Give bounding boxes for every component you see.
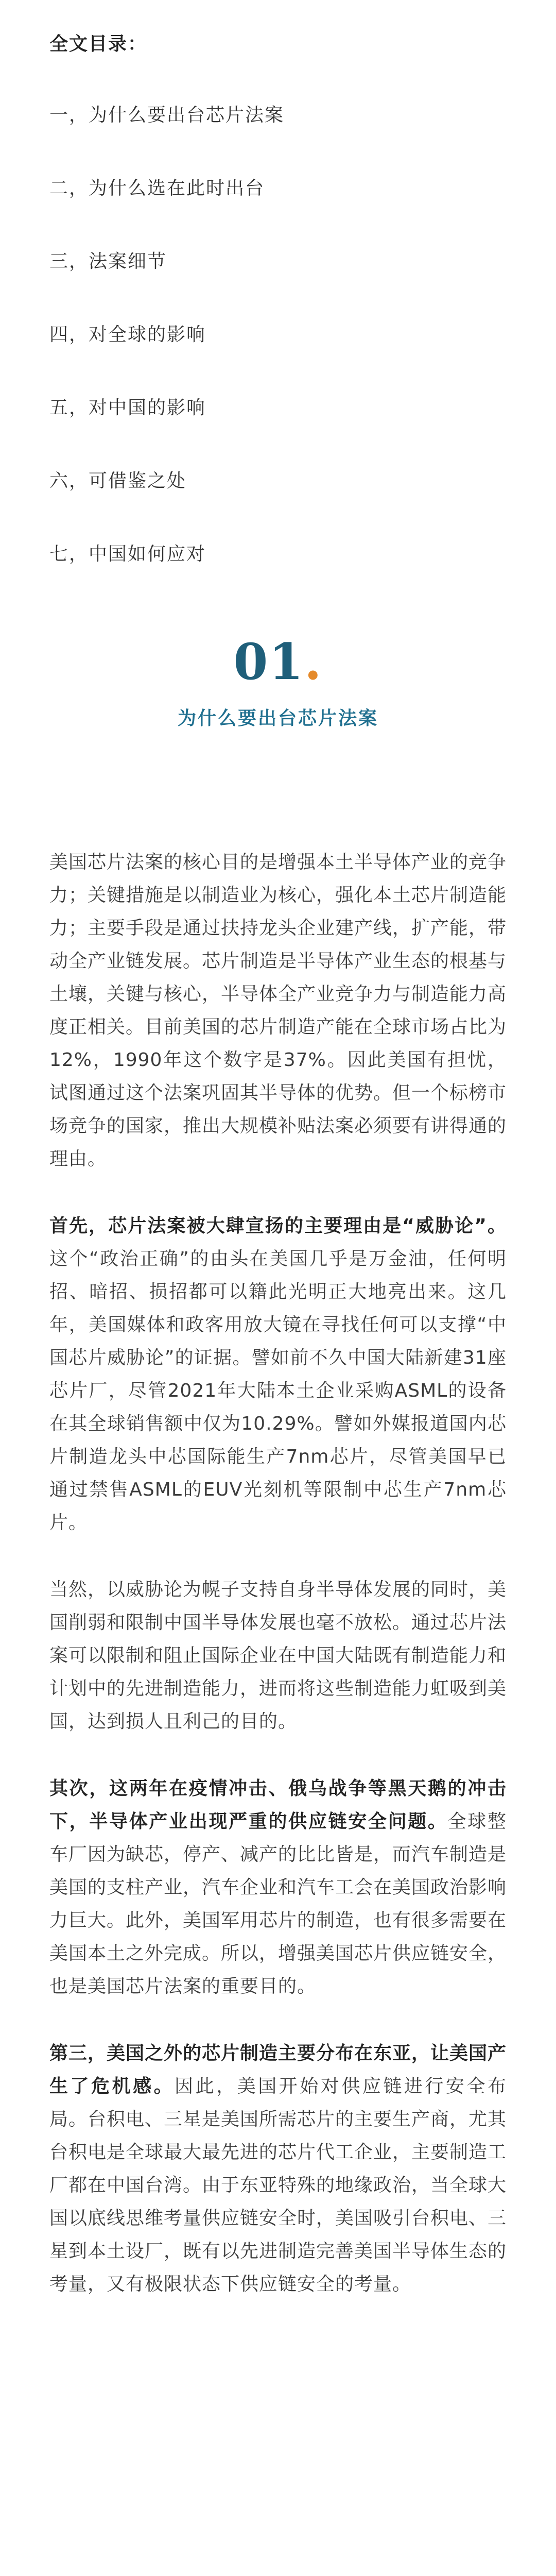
toc-item: 一，为什么要出台芯片法案 xyxy=(49,105,285,126)
toc-item: 二，为什么选在此时出台 xyxy=(49,178,265,199)
paragraph-supply-chain xyxy=(49,1772,507,2003)
paragraph-lead-bold: 其次，这两年在疫情冲击、俄乌战争等黑天鹅的冲击下，半导体产业出现严重的供应链安全问题。 xyxy=(49,1778,507,1832)
toc-item: 七，中国如何应对 xyxy=(49,544,206,565)
table-of-contents xyxy=(49,0,507,570)
toc-item: 六，可借鉴之处 xyxy=(49,470,187,492)
paragraph-lead-bold: 首先，芯片法案被大肆宣扬的主要理由是“威胁论”。 xyxy=(49,1215,507,1236)
toc-list xyxy=(49,100,507,570)
section-header xyxy=(49,634,507,733)
toc-item: 四，对全球的影响 xyxy=(49,324,206,345)
toc-item: 三，法案细节 xyxy=(49,251,167,272)
section-number-digits: 01 xyxy=(233,633,305,691)
section-number xyxy=(233,634,322,690)
paragraph-intro: 美国芯片法案的核心目的是增强本土半导体产业的竞争力；关键措施是以制造业为核心，强化本土芯片制造能力；主要手段是通过扶持龙头企业建产线，扩产能，带动全产业链发展。芯片制造是半导体产业生态的根基与土壤，关键与核心，半导体全产业竞争力与制造能力高度正相关。目前美国的芯片制造产能在全球市场占比为12%，1990年这个数字是37%。因此美国有担忧，试图通过这个法案巩固其半导体的优势。但一个标榜市场竞争的国家，推出大规模补贴法案必须要有讲得通的理由。 xyxy=(49,852,507,1170)
toc-title: 全文目录： xyxy=(49,33,148,55)
paragraph-text: 因此，美国开始对供应链进行安全布局。台积电、三星是美国所需芯片的主要生产商，尤其台积电是全球最大最先进的芯片代工企业，主要制造工厂都在中国台湾。由于东亚特殊的地缘政治，当全球大国以底线思维考量供应链安全时，美国吸引台积电、三星到本土设厂，既有以先进制造完善美国半导体生态的考量，又有极限状态下供应链安全的考量。 xyxy=(49,2076,507,2295)
paragraph-restriction: 当然，以威胁论为幌子支持自身半导体发展的同时，美国削弱和限制中国半导体发展也毫不放松。通过芯片法案可以限制和阻止国际企业在中国大陆既有制造能力和计划中的先进制造能力，进而将这些制造能力虹吸到美国，达到损人且利己的目的。 xyxy=(49,1579,507,1732)
paragraph-text: 这个“政治正确”的由头在美国几乎是万金油，任何明招、暗招、损招都可以籍此光明正大地亮出来。这几年，美国媒体和政客用放大镜在寻找任何可以支撑“中国芯片威胁论”的证据。譬如前不久中国大陆新建31座芯片厂，尽管2021年大陆本土企业采购ASML的设备在其全球销售额中仅为10.29%。譬如外媒报道国内芯片制造龙头中芯国际能生产7nm芯片，尽管美国早已通过禁售ASML的EUV光刻机等限制中芯生产7nm芯片。 xyxy=(49,1248,507,1533)
paragraph-east-asia xyxy=(49,2037,507,2301)
paragraph-threat-theory xyxy=(49,1210,507,1539)
article-body xyxy=(49,846,507,2301)
section-number-dot: . xyxy=(304,633,323,691)
paragraph-lead-bold: 第三，美国之外的芯片制造主要分布在东亚，让美国产生了危机感。 xyxy=(49,2043,507,2097)
section-title: 为什么要出台芯片法案 xyxy=(177,708,378,729)
toc-item: 五，对中国的影响 xyxy=(49,397,206,418)
paragraph-text: 全球整车厂因为缺芯，停产、减产的比比皆是，而汽车制造是美国的支柱产业，汽车企业和汽车工会在美国政治影响力巨大。此外，美国军用芯片的制造，也有很多需要在美国本土之外完成。所以，增强美国芯片供应链安全，也是美国芯片法案的重要目的。 xyxy=(49,1811,507,1997)
